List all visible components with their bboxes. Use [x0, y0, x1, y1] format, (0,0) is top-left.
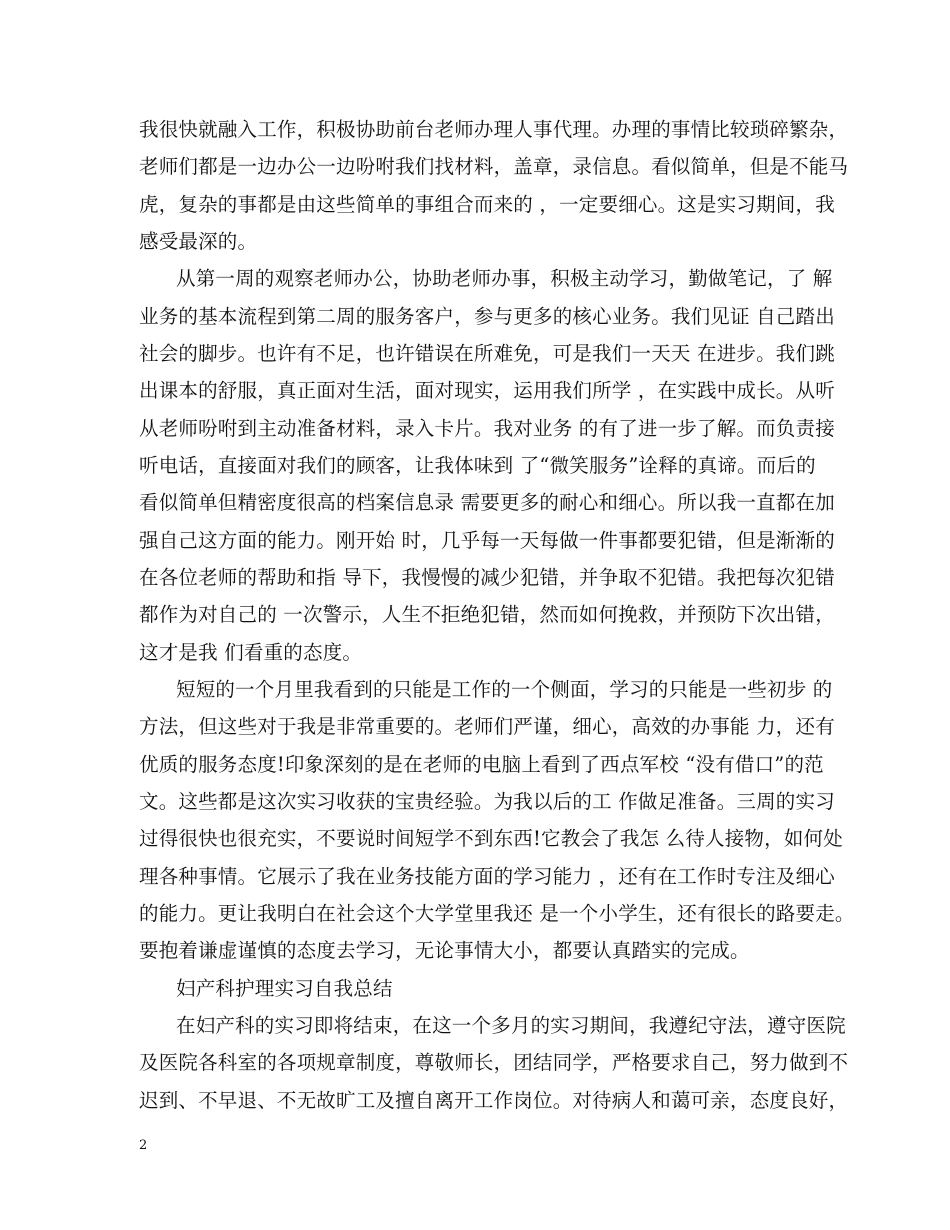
text-line: 感受最深的。 [139, 230, 258, 253]
text-line: 方法，但这些对于我是非常重要的。老师们严谨，细心，高效的办事能 力，还有 [139, 715, 835, 738]
text-line: 听电话，直接面对我们的顾客，让我体味到 了“微笑服务”诠释的真谛。而后的 [139, 454, 816, 477]
text-line: 在妇产科的实习即将结束，在这一个多月的实习期间，我遵纪守法，遵守医院 [176, 1014, 846, 1037]
text-line: 都作为对自己的 一次警示，人生不拒绝犯错，然而如何挽救，并预防下次出错， [139, 603, 835, 626]
text-line: 从第一周的观察老师办公，协助老师办事，积极主动学习，勤做笔记，了 解 [176, 267, 833, 290]
text-line: 出课本的舒服，真正面对生活，面对现实，运用我们所学 ，在实践中成长。从听 [139, 379, 835, 402]
text-line: 文。这些都是这次实习收获的宝贵经验。为我以后的工 作做足准备。三周的实习 [139, 790, 835, 813]
text-line: 这才是我 们看重的态度。 [139, 641, 363, 664]
text-line: 在各位老师的帮助和指 导下，我慢慢的减少犯错，并争取不犯错。我把每次犯错 [139, 566, 835, 589]
text-line: 过得很快也很充实，不要说时间短学不到东西!它教会了我怎 么待人接物，如何处 [139, 827, 843, 850]
text-line: 虎，复杂的事都是由这些简单的事组合而来的 ，一定要细心。这是实习期间，我 [139, 193, 835, 216]
page-number: 2 [139, 1138, 148, 1153]
text-line: 老师们都是一边办公一边吩咐我们找材料，盖章，录信息。看似简单，但是不能马 [139, 155, 849, 178]
text-line: 短短的一个月里我看到的只能是工作的一个侧面，学习的只能是一些初步 的 [176, 678, 833, 701]
text-line: 迟到、不早退、不无故旷工及擅自离开工作岗位。对待病人和蔼可亲，态度良好， [139, 1089, 849, 1112]
text-line: 优质的服务态度!印象深刻的是在老师的电脑上看到了西点军校 “没有借口”的范 [139, 753, 824, 776]
text-line: 从老师吩咐到主动准备材料，录入卡片。我对业务 的有了进一步了解。而负责接 [139, 417, 835, 440]
text-line: 的能力。更让我明白在社会这个大学堂里我还 是一个小学生，还有很长的路要走。 [139, 902, 855, 925]
text-line: 我很快就融入工作，积极协助前台老师办理人事代理。办理的事情比较琐碎繁杂， [139, 118, 849, 141]
text-line: 理各种事情。它展示了我在业务技能方面的学习能力 ，还有在工作时专注及细心 [139, 865, 835, 888]
text-line: 看似简单但精密度很高的档案信息录 需要更多的耐心和细心。所以我一直都在加 [139, 491, 835, 514]
text-line: 业务的基本流程到第二周的服务客户，参与更多的核心业务。我们见证 自己踏出 [139, 305, 835, 328]
text-line: 及医院各科室的各项规章制度，尊敬师长，团结同学，严格要求自己，努力做到不 [139, 1051, 849, 1074]
text-line: 强自己这方面的能力。刚开始 时，几乎每一天每做一件事都要犯错，但是渐渐的 [139, 529, 835, 552]
text-line: 社会的脚步。也许有不足，也许错误在所难免，可是我们一天天 在进步。我们跳 [139, 342, 835, 365]
text-line: 要抱着谦虚谨慎的态度去学习，无论事情大小，都要认真踏实的完成。 [139, 939, 750, 962]
section-heading: 妇产科护理实习自我总结 [176, 977, 393, 1000]
